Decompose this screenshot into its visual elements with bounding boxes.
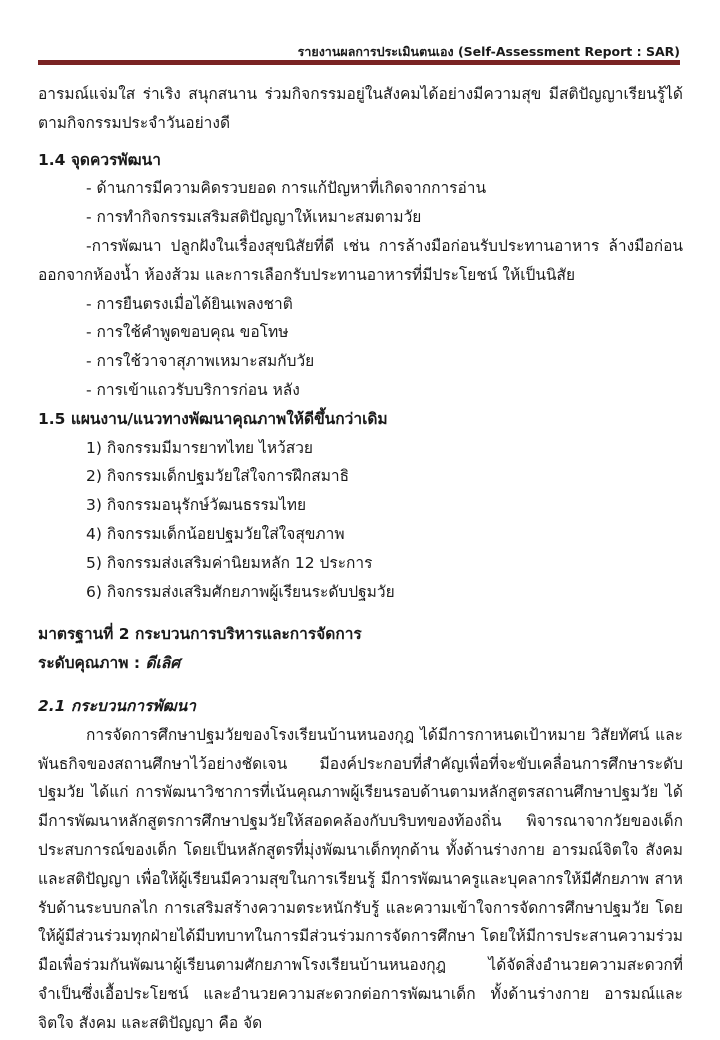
document-body [38,80,683,1038]
heading-1-5: 1.5 แผนงาน/แนวทางพัฒนาคุณภาพให้ดีขึ้นกว่าเดิม [38,409,388,428]
list-item: - การใช้คำพูดขอบคุณ ขอโทษ [86,323,289,342]
list-item: - การทำกิจกรรมเสริมสติปัญญาให้เหมาะสมตามวัย [86,208,422,227]
intro-paragraph: อารมณ์แจ่มใส ร่าเริง สนุกสนาน ร่วมกิจกรรมอยู่ในสังคมได้อย่างมีความสุข มีสติปัญญาเรียนรู้ได้ตามกิจกรรมประจำวันอย่างดี [38,85,683,132]
list-item: 6) กิจกรรมส่งเสริมศักยภาพผู้เรียนระดับปฐมวัย [86,582,395,601]
header-rule [38,60,680,65]
list-item: 1) กิจกรรมมีมารยาทไทย ไหว้สวย [86,438,314,457]
quality-level-value: ดีเลิศ [145,654,181,673]
list-item: -การพัฒนา ปลูกฝังในเรื่องสุขนิสัยที่ดี เช่น การล้างมือก่อนรับประทานอาหาร ล้างมือก่อนออกจากห้องน้ำ ห้องส้วม และการเลือกรับประทานอาหารที่มีประโยชน์ ให้เป็นนิสัย [38,236,683,284]
list-item: 2) กิจกรรมเด็กปฐมวัยใส่ใจการฝึกสมาธิ [86,467,350,486]
list-item: 3) กิจกรรมอนุรักษ์วัฒนธรรมไทย [86,496,307,515]
list-item: - การเข้าแถวรับบริการก่อน หลัง [86,380,300,399]
section-2-1-paragraph: การจัดการศึกษาปฐมวัยของโรงเรียนบ้านหนองกุฎ ได้มีการกาหนดเป้าหมาย วิสัยทัศน์ และพันธกิจของสถานศึกษาไว้อย่างชัดเจน มีองค์ประกอบที่สำคัญเพื่อที่จะขับเคลื่อนการศึกษาระดับปฐมวัย ได้แก่ การพัฒนาวิชาการที่เน้นคุณภาพผู้เรียนรอบด้านตามหลักสูตรสถานศึกษาปฐมวัย ได้มีการพัฒนาหลักสูตรการศึกษาปฐมวัยให้สอดคล้องกับบริบทของท้องถิ่น พิจารณาจากวัยของเด็ก ประสบการณ์ของเด็ก โดยเป็นหลักสูตรที่มุ่งพัฒนาเด็กทุกด้าน ทั้งด้านร่างกาย อารมณ์จิตใจ สังคม และสติปัญญา เพื่อให้ผู้เรียนมีความสุขในการเรียนรู้ มีการพัฒนาครูและบุคลากรให้มีศักยภาพ สาหรับด้านระบบกลไก การเสริมสร้างความตระหนักรับรู้ และความเข้าใจการจัดการศึกษาปฐมวัย โดยให้ผู้มีส่วนร่วมทุกฝ่ายได้มีบทบาทในการมีส่วนร่วมการจัดการศึกษา โดยให้มีการประสานความร่วมมือเพื่อร่วมกันพัฒนาผู้เรียนตามศักยภาพโรงเรียนบ้านหนองกุฎ ได้จัดสิ่งอำนวยความสะดวกที่จำเป็นซึ่งเอื้อประโยชน์ และอำนวยความสะดวกต่อการพัฒนาเด็ก ทั้งด้านร่างกาย อารมณ์และจิตใจ สังคม และสติปัญญา คือ จัด [38,725,683,1032]
list-item: - ด้านการมีความคิดรวบยอด การแก้ปัญหาที่เกิดจากการอ่าน [86,179,487,198]
quality-level-label: ระดับคุณภาพ : [38,654,146,673]
heading-standard-2: มาตรฐานที่ 2 กระบวนการบริหารและการจัดการ [38,625,362,644]
list-item: - การยืนตรงเมื่อได้ยินเพลงชาติ [86,294,293,313]
heading-2-1: 2.1 กระบวนการพัฒนา [38,696,196,715]
list-item: 4) กิจกรรมเด็กน้อยปฐมวัยใส่ใจสุขภาพ [86,524,345,543]
running-header: รายงานผลการประเมินตนเอง (Self-Assessment Report : SAR) [297,44,680,59]
list-item: 5) กิจกรรมส่งเสริมค่านิยมหลัก 12 ประการ [86,553,373,572]
heading-1-4: 1.4 จุดควรพัฒนา [38,150,161,169]
list-item: - การใช้วาจาสุภาพเหมาะสมกับวัย [86,352,315,371]
quality-level [38,649,683,678]
